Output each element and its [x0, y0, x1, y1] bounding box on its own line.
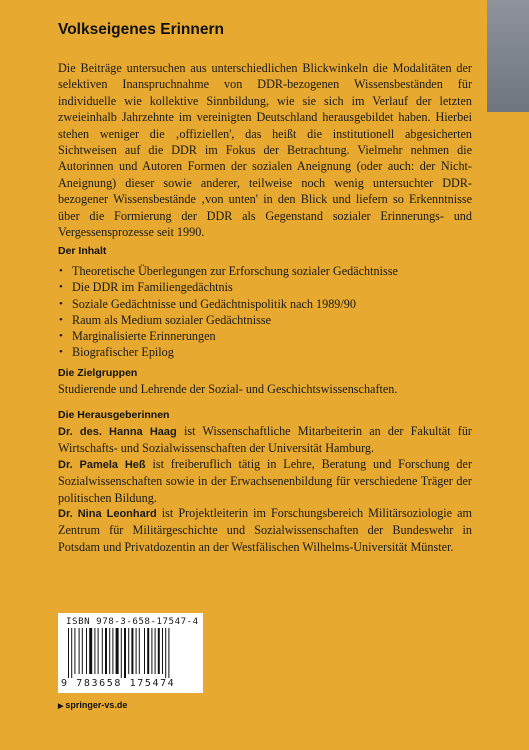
arrow-icon: ▶ [58, 703, 64, 710]
list-item: • Soziale Gedächtnisse und Gedächtnispolitik nach 1989/90 [59, 296, 356, 311]
bullet-icon: • [59, 330, 63, 343]
barcode-bar [139, 628, 140, 674]
list-item: • Raum als Medium sozialer Gedächtnisse [59, 312, 272, 327]
editors-heading: Die Herausgeberinnen [58, 409, 170, 421]
bullet-icon: • [59, 297, 63, 310]
bullet-icon: • [59, 265, 63, 277]
barcode-bar [151, 628, 152, 674]
barcode-bar [109, 628, 110, 674]
corner-accent [487, 0, 529, 112]
publisher-url: ▶ springer-vs.de [58, 700, 128, 710]
editor-bio: Dr. Nina Leonhard ist Projektleiterin im Forschungsbereich Militärsoziologie am Zentrum für Militärgeschichte und Sozialwissenschaften der Bundeswehr in Potsdam und Privatdozentin an der Westfälischen Wilhelms-Universität Münster. [58, 506, 472, 554]
barcode-bar [79, 628, 80, 674]
list-item: • Biografischer Epilog [59, 345, 174, 360]
book-title: Volkseigenes Erinnern [58, 21, 224, 38]
isbn-digits: 9 783658 175474 [61, 678, 176, 689]
barcode-bar [74, 628, 75, 674]
editor-bio: Dr. des. Hanna Haag ist Wissenschaftliche Mitarbeiterin an der Fakultät für Wirtschafts- und Sozialwissenschaften der Universität Hamburg. [58, 424, 472, 456]
barcode-bar [128, 628, 129, 674]
editor-name: Dr. Nina Leonhard [58, 508, 157, 520]
barcode-bar [89, 628, 92, 674]
list-item: • Die DDR im Familiengedächtnis [59, 280, 233, 295]
barcode-bar [124, 628, 126, 678]
barcode-bars [66, 628, 195, 678]
barcode-bar [168, 628, 169, 678]
editor-bio: Dr. Pamela Heß ist freiberuflich tätig in Lehre, Beratung und Forschung der Sozialwissenschaften sowie in der Erwachsenenbildung für verschiedene Träger der politischen Bildung. [58, 457, 472, 505]
barcode-bar [136, 628, 137, 674]
barcode-bar [105, 628, 107, 674]
contents-list [58, 263, 472, 361]
barcode-bar [82, 628, 83, 674]
bullet-icon: • [59, 313, 63, 326]
barcode-bar [144, 628, 145, 674]
bullet-icon: • [59, 346, 63, 359]
barcode-bar [71, 628, 72, 678]
barcode-bar [68, 628, 69, 678]
barcode-bar [158, 628, 160, 674]
list-item: • Marginalisierte Erinnerungen [59, 329, 216, 344]
barcode-bar [121, 628, 122, 678]
barcode-bar [102, 628, 103, 674]
barcode-bar [165, 628, 166, 678]
editor-name: Dr. des. Hanna Haag [58, 426, 177, 438]
barcode-bar [94, 628, 95, 674]
contents-heading: Der Inhalt [58, 245, 107, 257]
audience-text: Studierende und Lehrende der Sozial- und Geschichtswissenschaften. [58, 382, 398, 396]
barcode-bar [162, 628, 163, 674]
bullet-icon: • [59, 281, 63, 294]
editor-name: Dr. Pamela Heß [58, 459, 146, 471]
intro-paragraph: Die Beiträge untersuchen aus unterschiedlichen Blickwinkeln die Modalitäten der selektiven Inanspruchnahme von DDR-bezogenen Wissensbeständen für individuelle wie kollektive Sinnbildung, wie sie sich im Verlauf der letzten zweieinhalb Jahrzehnte im vereinigten Deutschland herausgebildet haben. Hierbei stehen weniger die ‚offiziellen', das heißt die institutionell abgesicherten Sichtweisen auf die DDR im Fokus der Betrachtung. Vielmehr nehmen die Autorinnen und Autoren Formen der sozialen Aneignung (oder auch: der Nicht-Aneignung) dieser sowie anderer, teilweise noch wenig untersuchter DDR-bezogener Wissensbestände ‚von unten' in den Blick und liefern so Erkenntnisse über die Formierung der DDR als Gegenstand sozialer Erinnerungs- und Vergessensprozesse seit 1990. [58, 61, 472, 240]
isbn-label: ISBN 978-3-658-17547-4 [66, 616, 199, 627]
barcode-bar [147, 628, 149, 674]
audience-heading: Die Zielgruppen [58, 367, 138, 379]
barcode-bar [131, 628, 133, 674]
barcode-bar [155, 628, 156, 674]
list-item: • Theoretische Überlegungen zur Erforschung sozialer Gedächtnisse [59, 264, 398, 278]
barcode-bar [98, 628, 99, 674]
barcode-bar [116, 628, 119, 674]
barcode-bar [86, 628, 87, 674]
isbn-barcode [58, 613, 203, 693]
barcode-bar [112, 628, 113, 674]
